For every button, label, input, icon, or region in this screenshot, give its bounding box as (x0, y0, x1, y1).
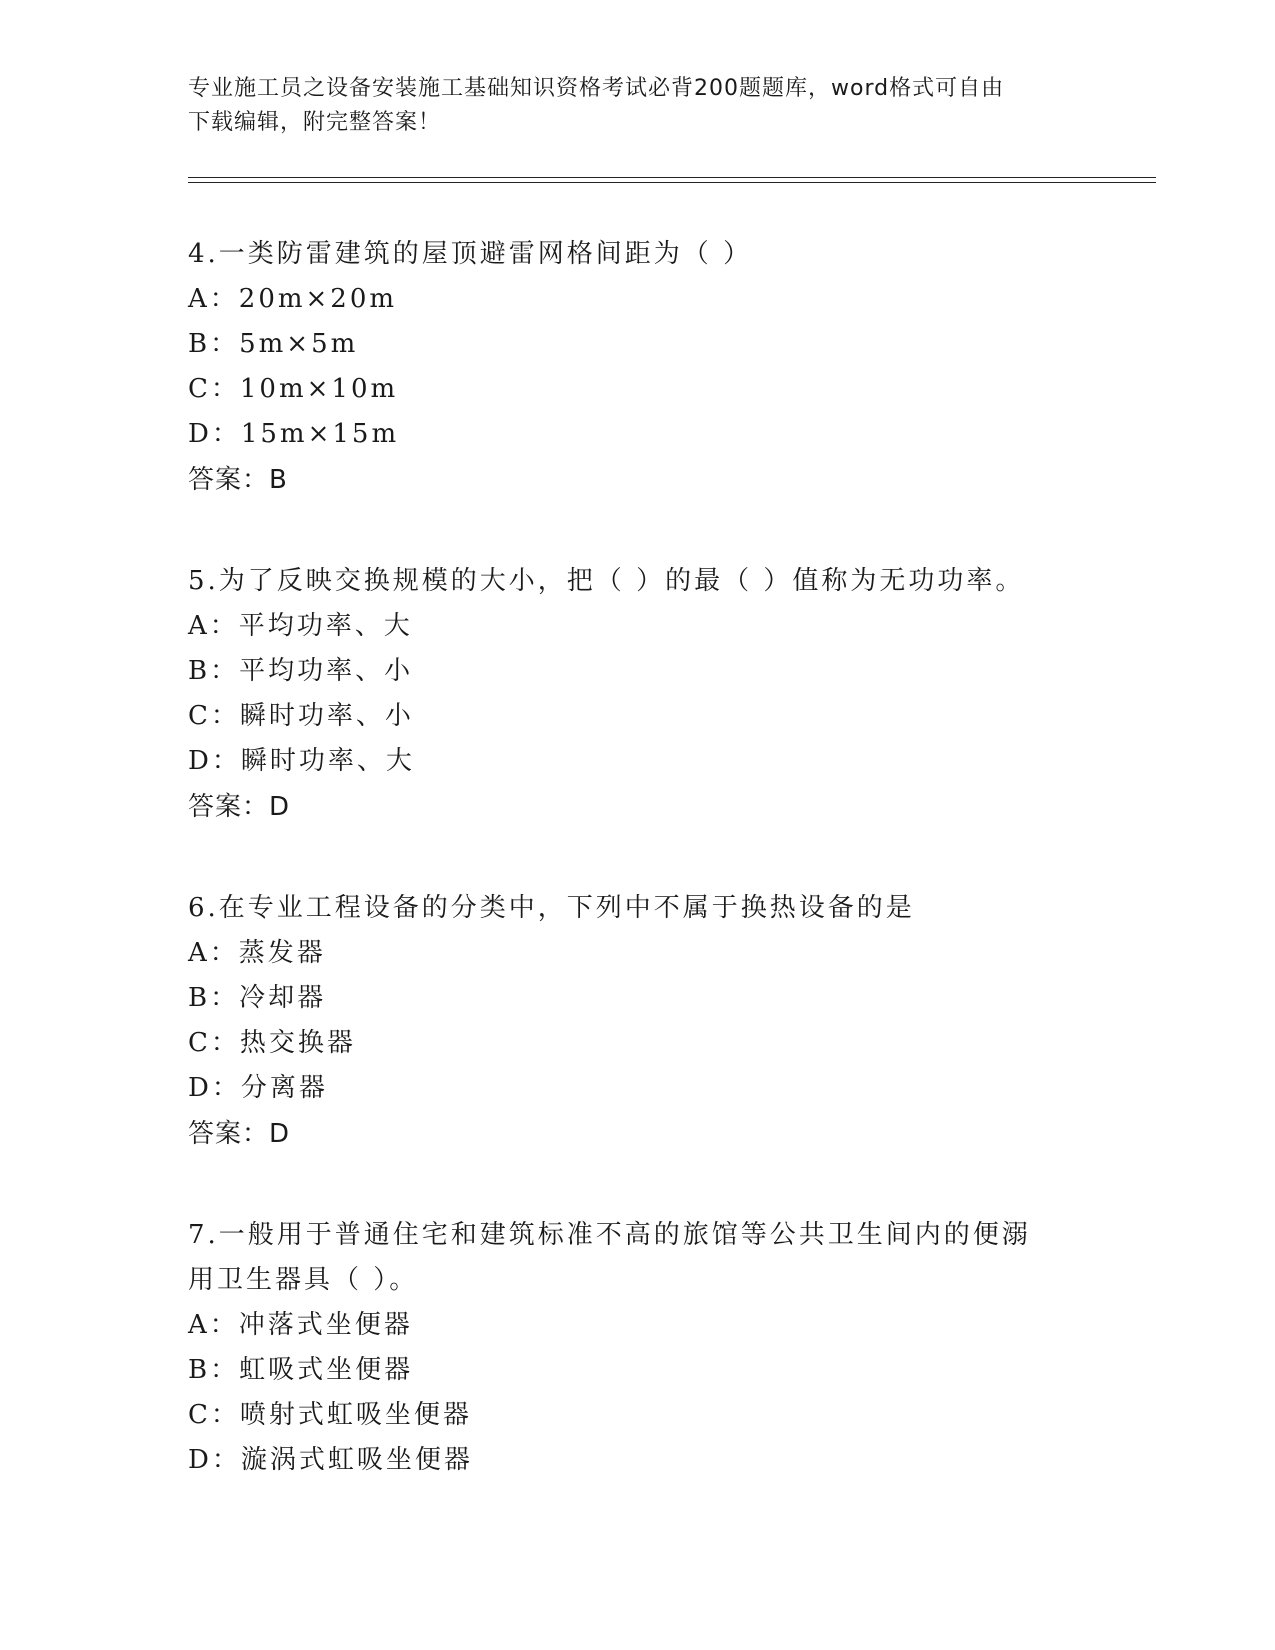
answer: 答案：D (188, 792, 291, 822)
option-b: B：平均功率、小 (188, 656, 414, 686)
question-stem: 6.在专业工程设备的分类中，下列中不属于换热设备的是 (188, 893, 915, 923)
option-d: D：瞬时功率、大 (188, 746, 415, 776)
answer: 答案：B (188, 465, 288, 495)
question-4 (188, 232, 1088, 503)
question-5 (188, 559, 1088, 830)
header-divider-bottom (188, 182, 1156, 183)
question-7 (188, 1213, 1088, 1483)
option-d: D：漩涡式虹吸坐便器 (188, 1445, 473, 1475)
option-a: A：蒸发器 (188, 938, 326, 968)
header-line-2: 下载编辑，附完整答案！ (188, 110, 442, 135)
option-b: B：冷却器 (188, 983, 327, 1013)
document-header (188, 72, 1088, 140)
option-c: C：10m×10m (188, 374, 399, 404)
question-stem: 7.一般用于普通住宅和建筑标准不高的旅馆等公共卫生间内的便溺用卫生器具（ ）。 (188, 1220, 1031, 1295)
option-c: C：喷射式虹吸坐便器 (188, 1400, 472, 1430)
option-a: A：冲落式坐便器 (188, 1310, 413, 1340)
question-6 (188, 886, 1088, 1157)
option-d: D：分离器 (188, 1073, 328, 1103)
option-b: B：5m×5m (188, 329, 359, 359)
question-stem: 5.为了反映交换规模的大小，把（ ）的最（ ）值称为无功功率。 (188, 566, 1025, 596)
option-b: B：虹吸式坐便器 (188, 1355, 414, 1385)
header-divider-top (188, 177, 1156, 178)
option-c: C：热交换器 (188, 1028, 356, 1058)
header-line-1: 专业施工员之设备安装施工基础知识资格考试必背200题题库，word格式可自由 (188, 76, 1005, 101)
option-c: C：瞬时功率、小 (188, 701, 414, 731)
option-a: A：平均功率、大 (188, 611, 413, 641)
question-list (188, 232, 1088, 1539)
answer: 答案：D (188, 1119, 291, 1149)
option-d: D：15m×15m (188, 419, 400, 449)
option-a: A：20m×20m (188, 284, 398, 314)
question-stem: 4.一类防雷建筑的屋顶避雷网格间距为（ ） (188, 239, 753, 269)
